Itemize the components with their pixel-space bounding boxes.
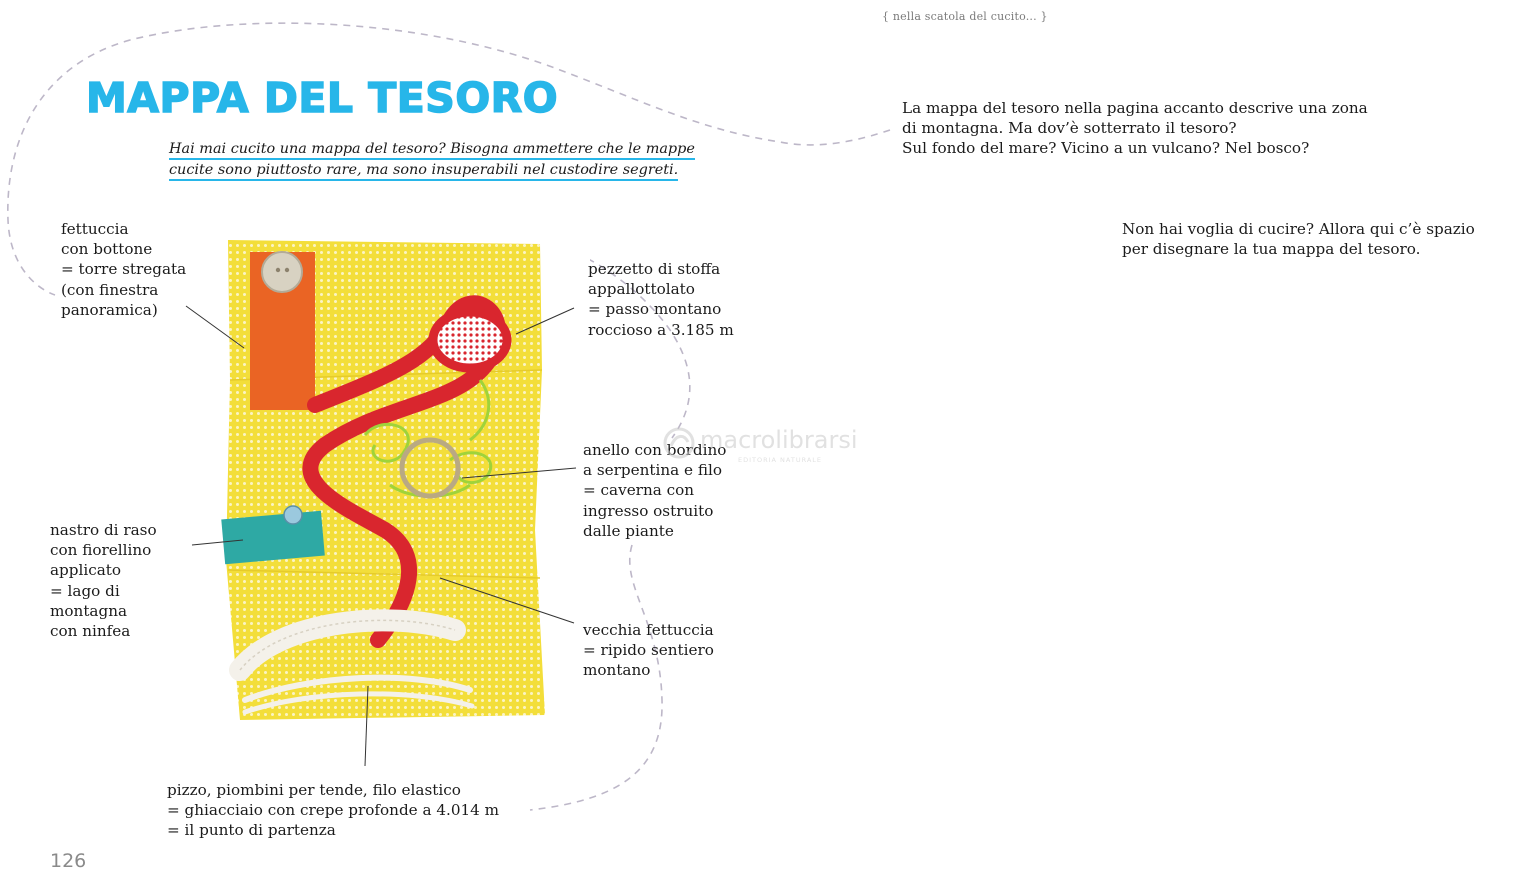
watermark-logo-icon xyxy=(662,426,696,460)
text-line: Non hai voglia di cucire? Allora qui c’è spazio xyxy=(1122,220,1475,238)
label-nastro-raso xyxy=(50,520,157,641)
page-number: 126 xyxy=(50,850,87,872)
text-line: montano xyxy=(583,661,651,680)
watermark-subtext: EDITORIA NATURALE xyxy=(738,456,823,464)
intro-line-2: cucite sono piuttosto rare, ma sono insuperabili nel custodire segreti. xyxy=(169,161,678,181)
text-line: = caverna con xyxy=(583,481,695,500)
text-line: ingresso ostruito xyxy=(583,501,714,520)
text-line: di montagna. Ma dov’è sotterrato il tesoro? xyxy=(902,119,1237,138)
text-line: = ripido sentiero xyxy=(583,641,714,660)
running-head: { nella scatola del cucito... } xyxy=(882,10,1048,23)
text-line: dalle piante xyxy=(583,521,674,540)
intro-line-1: Hai mai cucito una mappa del tesoro? Bisogna ammettere che le mappe xyxy=(169,140,695,160)
label-pizzo xyxy=(167,780,499,841)
watermark-text: macrolibrarsi xyxy=(700,426,858,454)
text-line: = lago di xyxy=(50,581,120,600)
text-line: = ghiacciaio con crepe profonde a 4.014 m xyxy=(167,801,500,820)
text-line: anello con bordino xyxy=(583,441,727,459)
text-line: pezzetto di stoffa xyxy=(588,260,721,278)
label-fettuccia-bottone xyxy=(61,219,186,320)
text-line: Sul fondo del mare? Vicino a un vulcano? Nel bosco? xyxy=(902,139,1310,158)
text-line: nastro di raso xyxy=(50,521,157,539)
label-vecchia-fettuccia xyxy=(583,620,714,681)
text-line: fettuccia xyxy=(61,220,129,238)
label-pezzetto-stoffa xyxy=(588,259,734,340)
text-line: con bottone xyxy=(61,240,153,259)
text-line: con ninfea xyxy=(50,622,131,641)
text-line: per disegnare la tua mappa del tesoro. xyxy=(1122,240,1421,259)
text-line: La mappa del tesoro nella pagina accanto descrive una zona xyxy=(902,99,1368,117)
text-line: = passo montano xyxy=(588,300,722,319)
text-line: con fiorellino xyxy=(50,541,152,560)
text-line: = il punto di partenza xyxy=(167,821,336,840)
text-line: panoramica) xyxy=(61,300,158,319)
text-line: montagna xyxy=(50,601,128,620)
text-line: a serpentina e filo xyxy=(583,461,722,480)
watermark xyxy=(662,426,882,470)
text-line: roccioso a 3.185 m xyxy=(588,320,734,339)
text-line: appallottolato xyxy=(588,280,695,299)
text-line: applicato xyxy=(50,561,122,580)
text-line: vecchia fettuccia xyxy=(583,621,714,639)
text-line: (con finestra xyxy=(61,280,159,299)
text-line: pizzo, piombini per tende, filo elastico xyxy=(167,781,461,799)
text-line: = torre stregata xyxy=(61,260,187,279)
page-title: MAPPA DEL TESORO xyxy=(86,74,559,122)
